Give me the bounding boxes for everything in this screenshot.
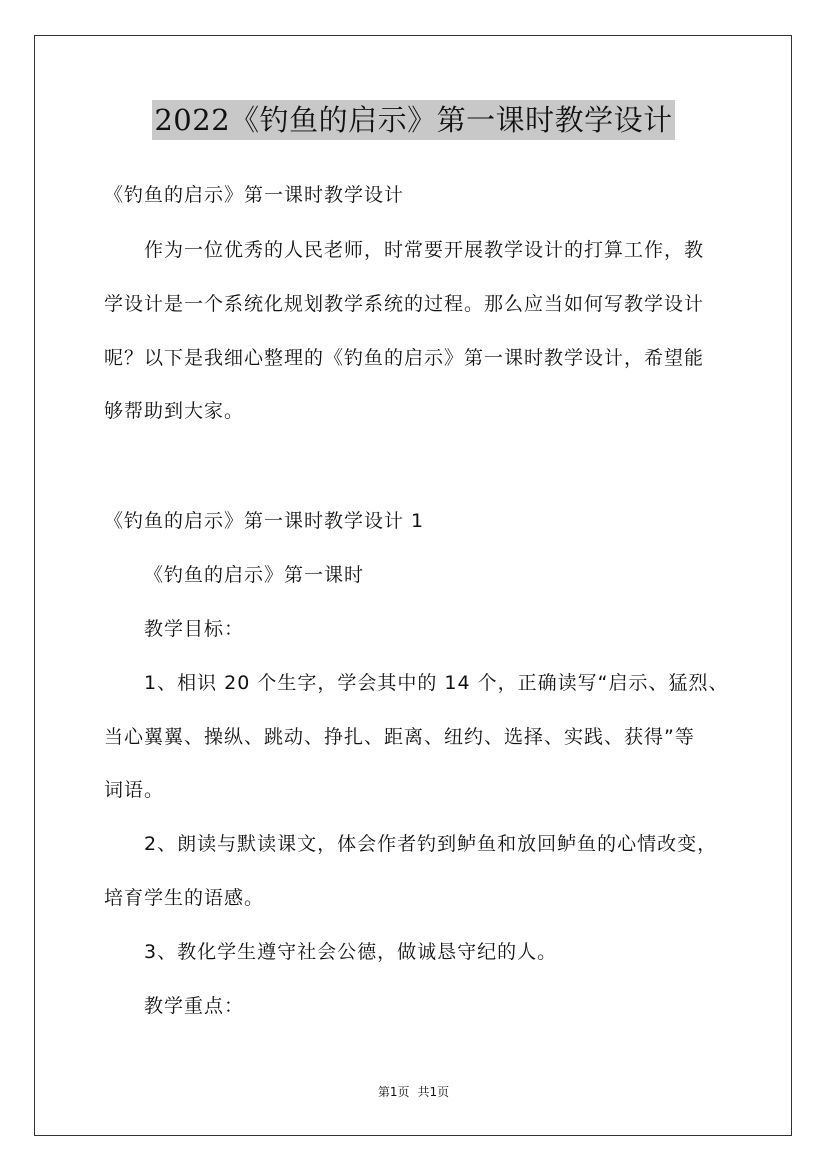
intro-line-4: 够帮助到大家。 — [104, 400, 245, 422]
document-subtitle: 《钓鱼的启示》第一课时教学设计 — [104, 184, 405, 206]
document-title: 2022《钓鱼的启示》第一课时教学设计 — [152, 100, 674, 140]
focus-label: 教学重点： — [144, 995, 245, 1017]
section-heading: 《钓鱼的启示》第一课时教学设计 1 — [104, 510, 425, 532]
intro-line-3: 呢？以下是我细心整理的《钓鱼的启示》第一课时教学设计，希望能 — [104, 347, 705, 369]
intro-line-1: 作为一位优秀的人民老师，时常要开展教学设计的打算工作，教 — [144, 239, 705, 261]
goal-2-line-2: 培育学生的语感。 — [104, 887, 265, 909]
title-container — [0, 100, 827, 140]
goals-label: 教学目标： — [144, 618, 245, 640]
page-number-total: 共1页 — [417, 1085, 450, 1099]
goal-2-line-1: 2、朗读与默读课文，体会作者钓到鲈鱼和放回鲈鱼的心情改变， — [144, 833, 718, 855]
page-number-current: 第1页 — [377, 1085, 410, 1099]
intro-line-2: 学设计是一个系统化规划教学系统的过程。那么应当如何写教学设计 — [104, 293, 705, 315]
page-footer — [0, 1084, 827, 1100]
lesson-title: 《钓鱼的启示》第一课时 — [144, 564, 365, 586]
goal-1-line-2: 当心翼翼、操纵、跳动、挣扎、距离、纽约、选择、实践、获得”等 — [104, 726, 695, 748]
goal-1-line-3: 词语。 — [104, 779, 165, 801]
goal-3: 3、教化学生遵守社会公德，做诚恳守纪的人。 — [144, 941, 558, 963]
goal-1-line-1: 1、相识 20 个生字，学会其中的 14 个，正确读写“启示、猛烈、 — [144, 672, 729, 694]
